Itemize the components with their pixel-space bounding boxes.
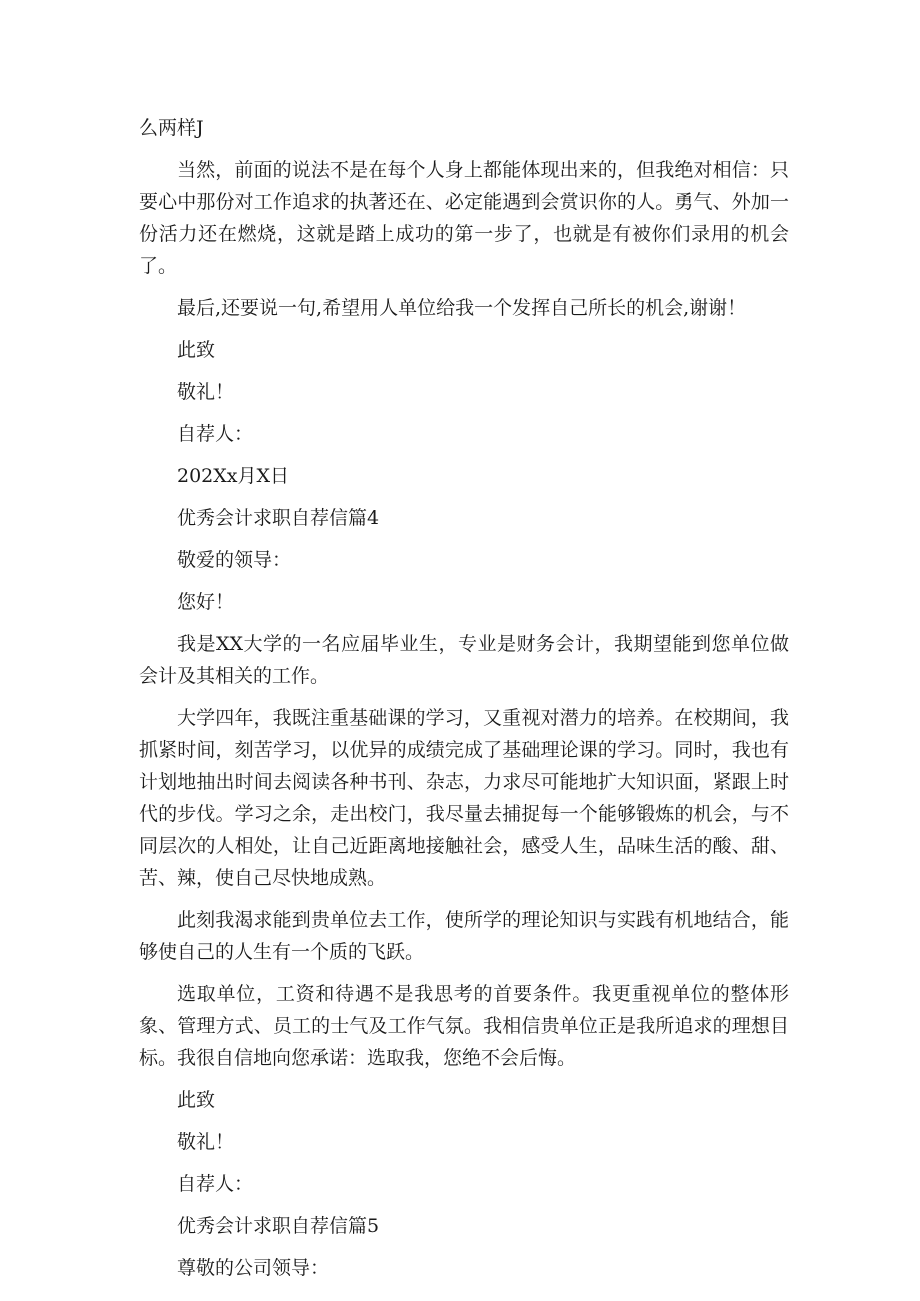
closing-line: 敬礼！	[177, 1131, 235, 1153]
paragraph: 最后,还要说一句,希望用人单位给我一个发挥自己所长的机会,谢谢！	[177, 297, 747, 319]
signature-line: 自荐人：	[177, 1173, 254, 1195]
paragraph: 选取单位，工资和待遇不是我思考的首要条件。我更重视单位的整体形象、管理方式、员工的士气及工作气氛。我相信贵单位正是我所追求的理想目标。我很自信地向您承诺：选取我，您绝不会后悔。	[139, 983, 789, 1069]
signature-line: 自荐人：	[177, 423, 254, 445]
document-body	[139, 112, 789, 1294]
paragraph: 当然，前面的说法不是在每个人身上都能体现出来的，但我绝对相信：只要心中那份对工作追求的执著还在、必定能遇到会赏识你的人。勇气、外加一份活力还在燃烧，这就是踏上成功的第一步了，也就是有被你们录用的机会了。	[139, 159, 789, 277]
salutation: 敬爱的领导：	[177, 549, 292, 571]
closing-line: 此致	[177, 1089, 216, 1111]
date-line: 202Xx月X日	[177, 465, 290, 487]
section-title: 优秀会计求职自荐信篇4	[177, 507, 380, 529]
paragraph: 大学四年，我既注重基础课的学习，又重视对潜力的培养。在校期间，我抓紧时间，刻苦学习，以优异的成绩完成了基础理论课的学习。同时，我也有计划地抽出时间去阅读各种书刊、杂志，力求尽可能地扩大知识面，紧跟上时代的步伐。学习之余，走出校门，我尽量去捕捉每一个能够锻炼的机会，与不同层次的人相处，让自己近距离地接触社会，感受人生，品味生活的酸、甜、苦、辣，使自己尽快地成熟。	[139, 707, 789, 889]
greeting: 您好！	[177, 591, 235, 613]
section-title: 优秀会计求职自荐信篇5	[177, 1215, 380, 1237]
closing-line: 敬礼！	[177, 381, 235, 403]
salutation: 尊敬的公司领导：	[177, 1257, 330, 1279]
paragraph: 我是XX大学的一名应届毕业生，专业是财务会计，我期望能到您单位做会计及其相关的工作。	[139, 633, 789, 687]
paragraph: 此刻我渴求能到贵单位去工作，使所学的理论知识与实践有机地结合，能够使自己的人生有一个质的飞跃。	[139, 909, 789, 963]
closing-line: 此致	[177, 339, 216, 361]
paragraph: 么两样J	[139, 117, 204, 139]
